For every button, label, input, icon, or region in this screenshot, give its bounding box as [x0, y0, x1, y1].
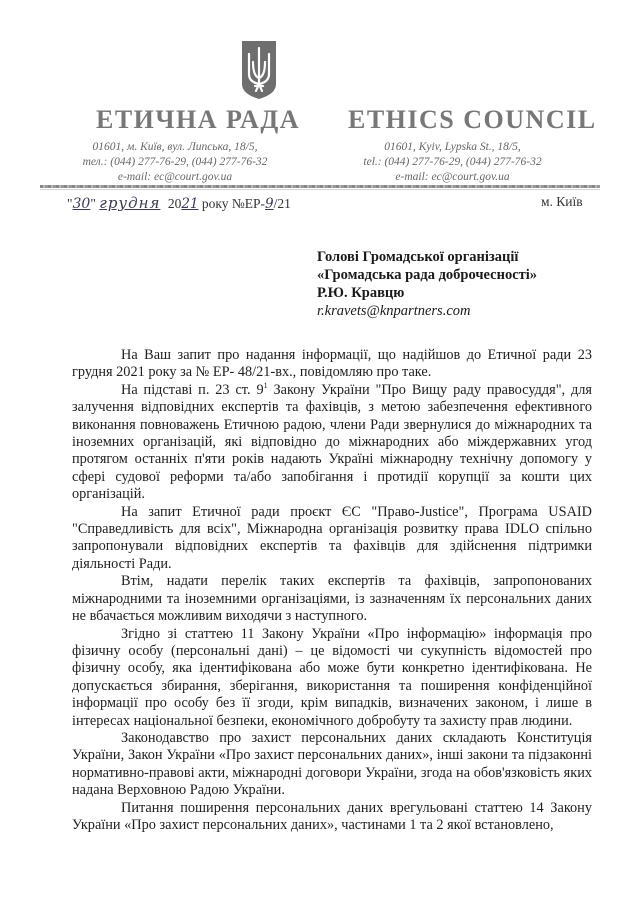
- phone-en: tel.: (044) 277-76-29, (044) 277-76-32: [363, 156, 542, 168]
- email-ua: e-mail: ec@court.gov.ua: [117, 171, 233, 183]
- paragraph-text: На підставі п. 23 ст. 9: [121, 381, 264, 398]
- registration-year-word: року: [201, 196, 229, 211]
- quote-open: ": [67, 196, 73, 211]
- letterhead-title-ua: ЕТИЧНА РАДА: [96, 105, 300, 134]
- coat-of-arms-icon: [241, 40, 277, 100]
- paragraph: На запит Етичної ради проєкт ЄС "Право-Justice", Програма USAID "Справедливість для всіх", Міжнародна організація розвитку права IDLO спільно запропонували відповідних експертів та фахівців для здійснення підтримки діяльності Ради.: [72, 503, 592, 572]
- registration-day: 30: [72, 196, 91, 212]
- registration-year-prefix: 20: [167, 196, 182, 211]
- address-en: 01601, Kyiv, Lypska St., 18/5,: [384, 141, 521, 153]
- paragraph: Втім, надати перелік таких експертів та фахівців, запропонованих міжнародними та іноземними організаціями, із зазначенням їх персональних даних не вбачається можливим виходячи з наступного.: [72, 573, 592, 625]
- letterhead-title-en: ETHICS COUNCIL: [348, 105, 597, 134]
- addressee-block: [317, 248, 537, 320]
- registration-month: грудня: [99, 194, 161, 212]
- addressee-line2: «Громадська рада доброчесності»: [317, 267, 538, 283]
- paragraph: Законодавство про захист персональних даних складають Конституція України, Закон України «Про захист персональних даних», інші закони та підзаконні нормативно-правові акти, міжнародні договори України, згода на обов'язковість яких надана Верховною Радою України.: [72, 729, 592, 799]
- letterhead-divider: [40, 185, 600, 188]
- paragraph-text: Закону України "Про Вищу раду правосуддя", для залучення відповідних експертів та фахівців, з метою забезпечення ефективного виконання повноважень Етичною радою, члени Ради звернулися до міжнародних та іноземних організацій, які відповідно до міжнародних або міждержавних угод протягом останніх п'яти років надають Україні міжнародну технічну допомогу у сфері судової реформи та/або запобігання і протидії корупції за кошти цих організацій.: [72, 381, 592, 503]
- letterhead-contacts-en: [340, 140, 565, 185]
- letterhead-contacts-ua: [60, 140, 290, 185]
- superscript: 1: [263, 381, 268, 391]
- paragraph: Питання поширення персональних даних врегульовані статтею 14 Закону України «Про захист персональних даних», частинами 1 та 2 якої встановлено,: [72, 799, 592, 833]
- letter-body: [72, 347, 592, 834]
- registration-number-suffix: /21: [273, 196, 291, 211]
- addressee-name: Р.Ю. Кравцю: [317, 285, 405, 301]
- city: м. Київ: [541, 194, 583, 209]
- address-ua: 01601, м. Київ, вул. Липська, 18/5,: [92, 141, 258, 153]
- email-en: e-mail: ec@court.gov.ua: [395, 171, 510, 183]
- phone-ua: тел.: (044) 277-76-29, (044) 277-76-32: [82, 156, 268, 168]
- registration-line: [67, 194, 291, 212]
- paragraph: Згідно зі статтею 11 Закону України «Про інформацію» інформація про фізичну особу (персональні дані) – це відомості чи сукупність відомостей про фізичну особу, яка ідентифікована або може бути конкретно ідентифікована. Не допускається збирання, зберігання, використання та поширення конфіденційної інформації про особу без її згоди, крім випадків, визначених законом, і лише в інтересах національної безпеки, економічного добробуту та захисту прав людини.: [72, 625, 592, 729]
- addressee-email: r.kravets@knpartners.com: [317, 303, 471, 319]
- registration-number: 9: [265, 196, 274, 212]
- registration-year-suffix: 21: [181, 196, 199, 212]
- paragraph: [72, 382, 592, 504]
- addressee-line1: Голові Громадської організації: [317, 249, 519, 265]
- paragraph: На Ваш запит про надання інформації, що надійшов до Етичної ради 23 грудня 2021 року за № ЕР- 48/21-вх., повідомляю про таке.: [72, 347, 592, 381]
- letterhead-divider-thin: [40, 189, 600, 190]
- registration-number-prefix: №ЕР-: [231, 196, 266, 211]
- quote-close: ": [90, 196, 96, 211]
